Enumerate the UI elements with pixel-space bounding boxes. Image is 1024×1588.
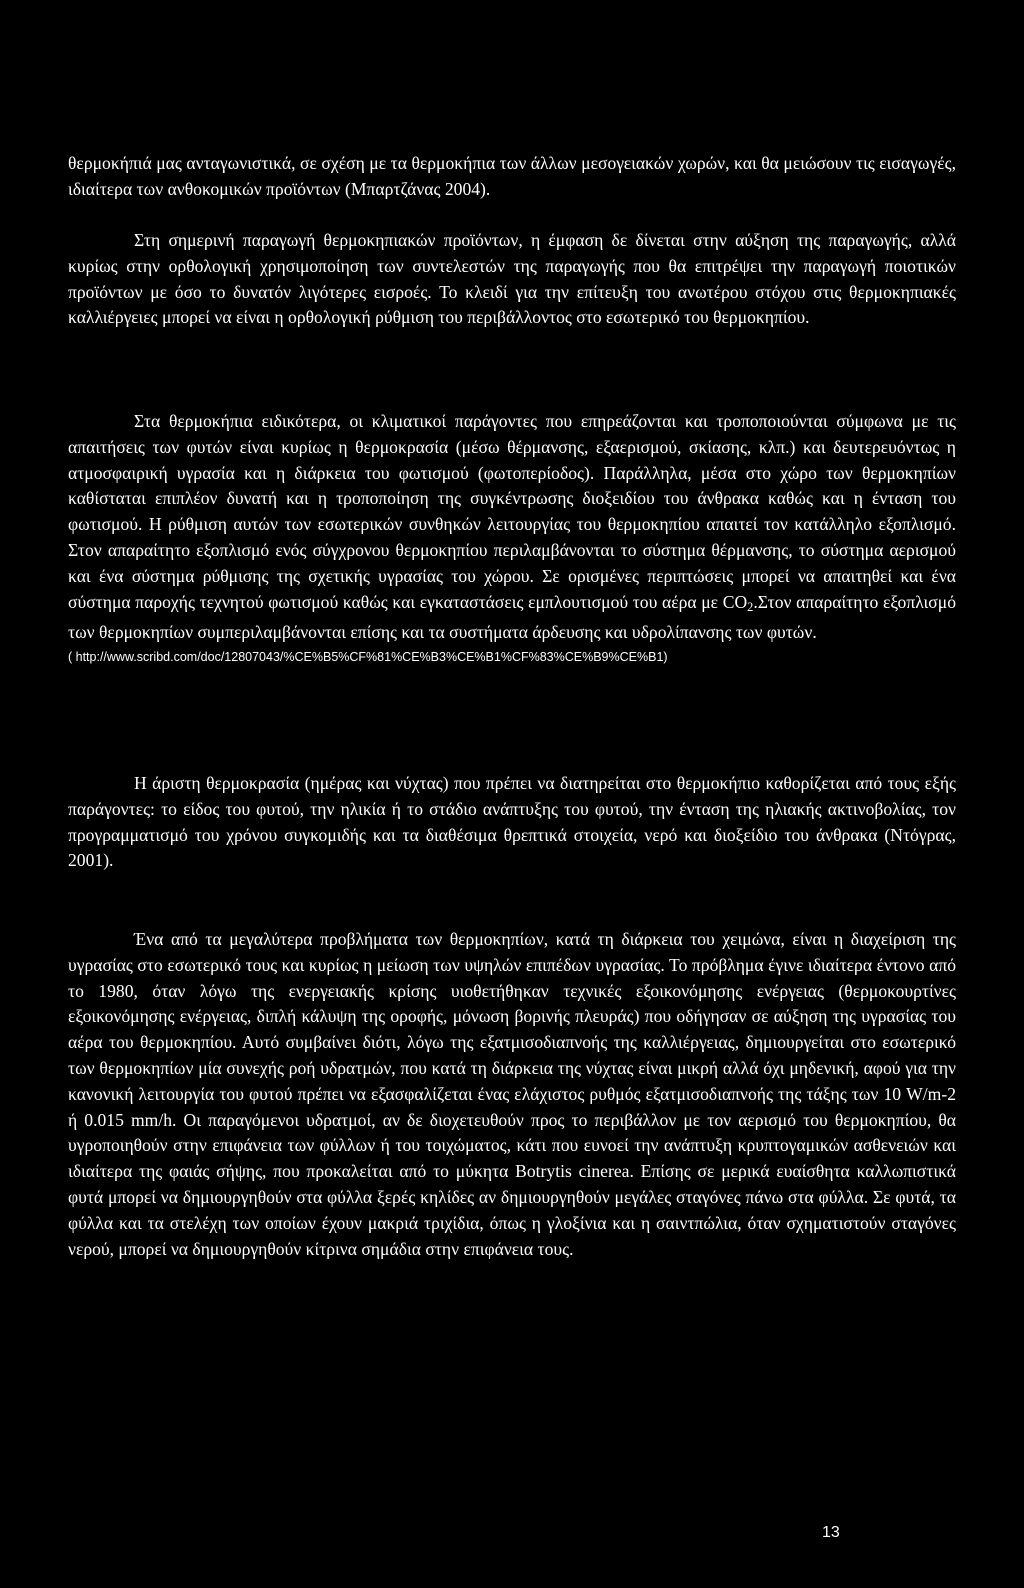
paragraph-5: Ένα από τα μεγαλύτερα προβλήματα των θερμοκηπίων, κατά τη διάρκεια του χειμώνα, είναι η διαχείριση της υγρασίας στο εσωτερικό τους και κυρίως η μείωση των υψηλών επιπέδων υγρασίας. Το πρόβλημα έγινε ιδιαίτερα έντονο από το 1980, όταν λόγω της ενεργειακής κρίσης υιοθετήθηκαν τεχνικές εξοικονόμησης ενέργειας (θερμοκουρτίνες εξοικονόμησης ενέργειας, διπλή κάλυψη της οροφής, μόνωση βορινής πλευράς) που οδήγησαν σε αύξηση της υγρασίας του αέρα του θερμοκηπίου. Αυτό συμβαίνει διότι, λόγω της εξατμισοδιαπνοής της καλλιέργειας, δημιουργείται στο εσωτερικό των θερμοκηπίων μία συνεχής ροή υδρατμών, που κατά τη διάρκεια της νύχτας είναι μικρή αλλά όχι μηδενική, αφού για την κανονική λειτουργία του φυτού πρέπει να εξασφαλίζεται ένας ελάχιστος ρυθμός εξατμισοδιαπνοής της τάξης των 10 W/m-2 ή 0.015 mm/h. Οι παραγόμενοι υδρατμοί, αν δε διοχετευθούν προς το περιβάλλον με τον αερισμό του θερμοκηπίου, θα υγροποιηθούν στην επιφάνεια των φύλλων ή του τοιχώματος, κάτι που ευνοεί την ανάπτυξη κρυπτογαμικών ασθενειών και ιδιαίτερα της φαιάς σήψης, που προκαλείται από το μύκητα Botrytis cinerea. Επίσης σε μερικά ευαίσθητα καλλωπιστικά φυτά μπορεί να δημιουργηθούν στα φύλλα ξερές κηλίδες αν δημιουργηθούν μεγάλες σταγόνες πάνω στα φύλλα. Σε φυτά, τα φύλλα και τα στελέχη των οποίων έχουν μακριά τριχίδια, όπως η γλοξίνια και η σαιντπώλια, όταν σχηματιστούν σταγόνες νερού, μπορεί να δημιουργηθούν κίτρινα σημάδια στην επιφάνεια τους. (68, 929, 956, 1259)
paragraph-3-main: Στα θερμοκήπια ειδικότερα, οι κλιματικοί παράγοντες που επηρεάζονται και τροποποιούνται σύμφωνα με τις απαιτήσεις των φυτών είναι κυρίως η θερμοκρασία (μέσω θέρμανσης, εξαερισμού, σκίασης, κλπ.) και δευτερευόντως η ατμοσφαιρική υγρασία και η διάρκεια του φωτισμού (φωτοπερίοδος). Παράλληλα, μέσα στο χώρο των θερμοκηπίων καθίσταται επιπλέον δυνατή και η τροποποίηση της συγκέντρωσης διοξειδίου του άνθρακα καθώς και η ένταση του φωτισμού. Η ρύθμιση αυτών των εσωτερικών συνθηκών λειτουργίας του θερμοκηπίου απαιτεί τον κατάλληλο εξοπλισμό. Στον απαραίτητο εξοπλισμό ενός σύγχρονου θερμοκηπίου περιλαμβάνονται το σύστημα θέρμανσης, το σύστημα αερισμού και ένα σύστημα ρύθμισης της σχετικής υγρασίας του χώρου. Σε ορισμένες περιπτώσεις μπορεί να απαιτηθεί και ένα σύστημα παροχής τεχνητού φωτισμού καθώς και εγκαταστάσεις εμπλουτισμού του αέρα με CO (68, 411, 956, 612)
co2-subscript: 2 (747, 599, 754, 614)
reference-url: ( http://www.scribd.com/doc/12807043/%CE%B5%CF%81%CE%B3%CE%B1%CF%83%CE%B9%CE%B1) (68, 650, 668, 665)
paragraph-2: Στη σημερινή παραγωγή θερμοκηπιακών προϊόντων, η έμφαση δε δίνεται στην αύξηση της παραγωγής, αλλά κυρίως στην ορθολογική χρησιμοποίηση των συντελεστών της παραγωγής που θα επιτρέψει την παραγωγή ποιοτικών προϊόντων με όσο το δυνατόν λιγότερες εισροές. Το κλειδί για την επίτευξη του ανωτέρου στόχου στις θερμοκηπιακές καλλιέργειες μπορεί να είναι η ορθολογική ρύθμιση του περιβάλλοντος στο εσωτερικό του θερμοκηπίου. (68, 230, 956, 328)
paragraph-5-block (68, 927, 956, 1262)
paragraph-continuation: θερμοκήπιά μας ανταγωνιστικά, σε σχέση με τα θερμοκήπια των άλλων μεσογειακών χωρών, και θα μειώσουν τις εισαγωγές, ιδιαίτερα των ανθοκομικών προϊόντων (Μπαρτζάνας 2004). (68, 153, 956, 199)
paragraph-continuation-block (68, 151, 956, 203)
paragraph-3 (68, 409, 956, 646)
paragraph-4-block (68, 771, 956, 874)
paragraph-2-block (68, 228, 956, 331)
paragraph-3-block (68, 409, 956, 669)
paragraph-3-tail: .Στον απαραίτητο εξοπλισμό των θερμοκηπίων συμπεριλαμβάνονται επίσης και τα συστήματα άρδευσης και υδρολίπανσης των φυτών. (68, 591, 956, 643)
page-number: 13 (822, 1524, 840, 1541)
paragraph-4: Η άριστη θερμοκρασία (ημέρας και νύχτας) που πρέπει να διατηρείται στο θερμοκήπιο καθορίζεται από τους εξής παράγοντες: το είδος του φυτού, την ηλικία ή το στάδιο ανάπτυξης του φυτού, την ένταση της ηλιακής ακτινοβολίας, τον προγραμματισμό του χρόνου συγκομιδής και τα διαθέσιμα θρεπτικά στοιχεία, νερό και διοξείδιο του άνθρακα (Ντόγρας, 2001). (68, 773, 956, 871)
